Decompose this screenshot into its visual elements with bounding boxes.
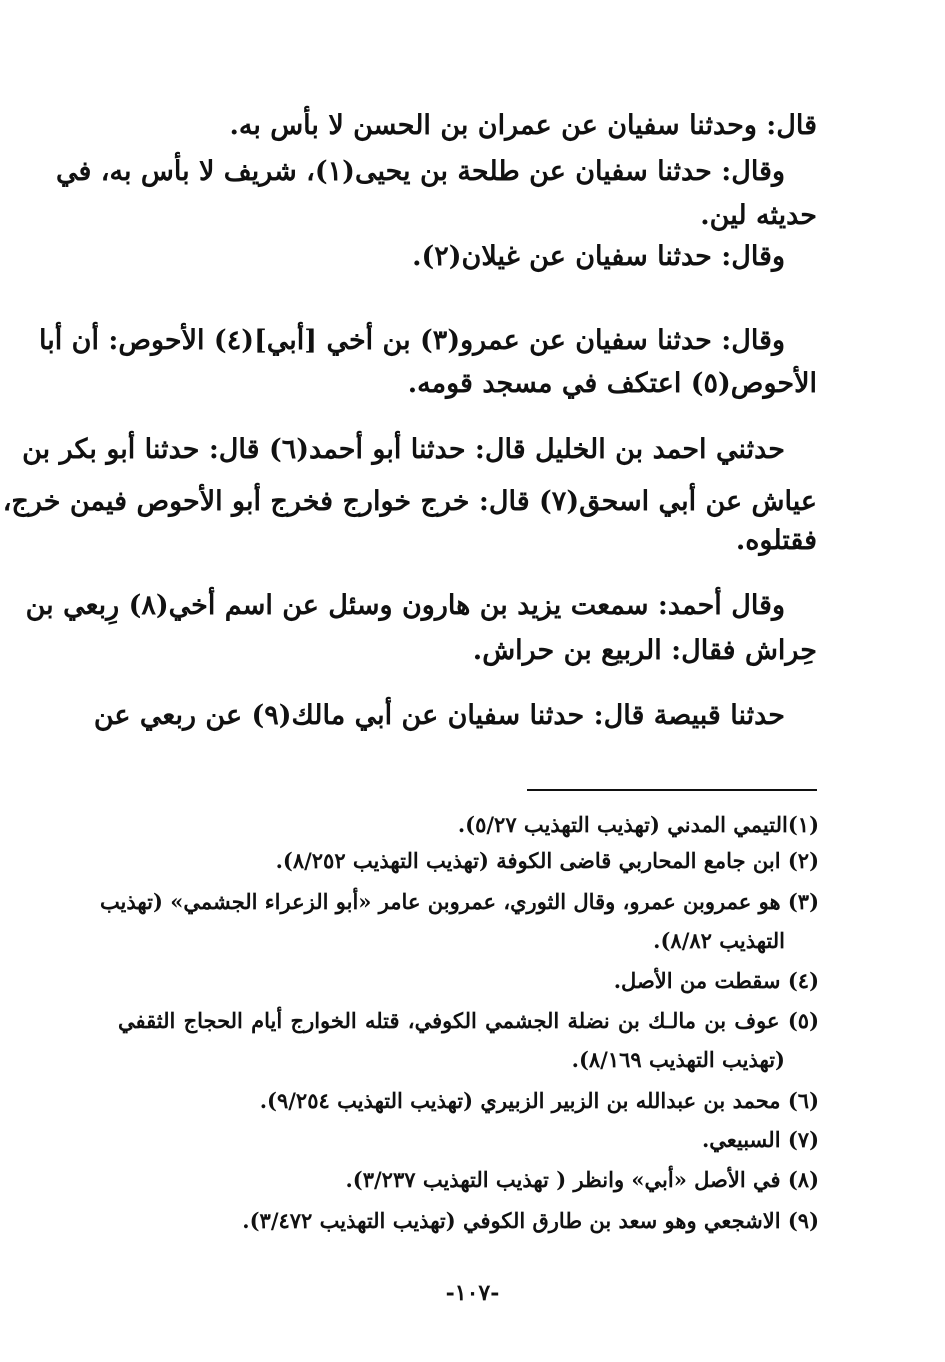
body-line: عياش عن أبي اسحق(٧) قال: خرج خوارج فخرج أبو الأحوص فيمن خرج، [2, 486, 817, 517]
footnote: (٦) محمد بن عبدالله بن الزبير الزبيري (تهذيب التهذيب ٩/٢٥٤). [259, 1088, 819, 1113]
body-line: حدثنا قبيصة قال: حدثنا سفيان عن أبي مالك(٩) عن ربعي عن [93, 700, 785, 731]
page-number: -١٠٧- [445, 1280, 500, 1306]
body-line: حدثني احمد بن الخليل قال: حدثنا أبو أحمد(٦) قال: حدثنا أبو بكر بن [22, 434, 785, 465]
body-line: قال: وحدثنا سفيان عن عمران بن الحسن لا بأس به. [229, 110, 817, 141]
footnote-continuation: (تهذيب التهذيب ٨/١٦٩). [571, 1047, 785, 1072]
footnote: (٥) عوف بن مالـك بن نضلة الجشمي الكوفي، قتله الخوارج أيام الحجاج الثقفي [118, 1008, 819, 1033]
body-line: حديثه لين. [700, 200, 817, 231]
body-line: فقتلوه. [735, 525, 817, 556]
footnote-separator [527, 789, 817, 791]
body-line: وقال: حدثنا سفيان عن عمرو(٣) بن أخي [أبي](٤) الأحوص: أن أبا [38, 325, 785, 356]
footnote: (٢) ابن جامع المحاربي قاضى الكوفة (تهذيب التهذيب ٨/٢٥٢). [275, 848, 819, 873]
body-line: حِراش فقال: الربيع بن حراش. [472, 635, 817, 666]
body-line: وقال أحمد: سمعت يزيد بن هارون وسئل عن اسم أخي(٨) رِبعي بن [25, 590, 785, 621]
footnote: (٣) هو عمروبن عمرو، وقال الثوري، عمروبن عامر «أبو الزعراء الجشمي» (تهذيب [99, 889, 819, 914]
footnote: (٩) الاشجعي وهو سعد بن طارق الكوفي (تهذيب التهذيب ٣/٤٧٢). [242, 1208, 819, 1233]
footnote: (٤) سقطت من الأصل. [613, 968, 819, 993]
footnote-continuation: التهذيب ٨/٨٢). [653, 928, 785, 953]
body-line: الأحوص(٥) اعتكف في مسجد قومه. [407, 368, 817, 399]
footnote: (٧) السبيعي. [701, 1127, 819, 1152]
body-line: وقال: حدثنا سفيان عن طلحة بن يحيى(١)، شريف لا بأس به، في [55, 156, 785, 187]
body-line: وقال: حدثنا سفيان عن غيلان(٢). [412, 241, 785, 272]
footnote: (٨) في الأصل «أبي» وانظر ( تهذيب التهذيب ٣/٢٣٧). [345, 1167, 819, 1192]
footnote: (١)التيمي المدني (تهذيب التهذيب ٥/٢٧). [457, 812, 819, 837]
